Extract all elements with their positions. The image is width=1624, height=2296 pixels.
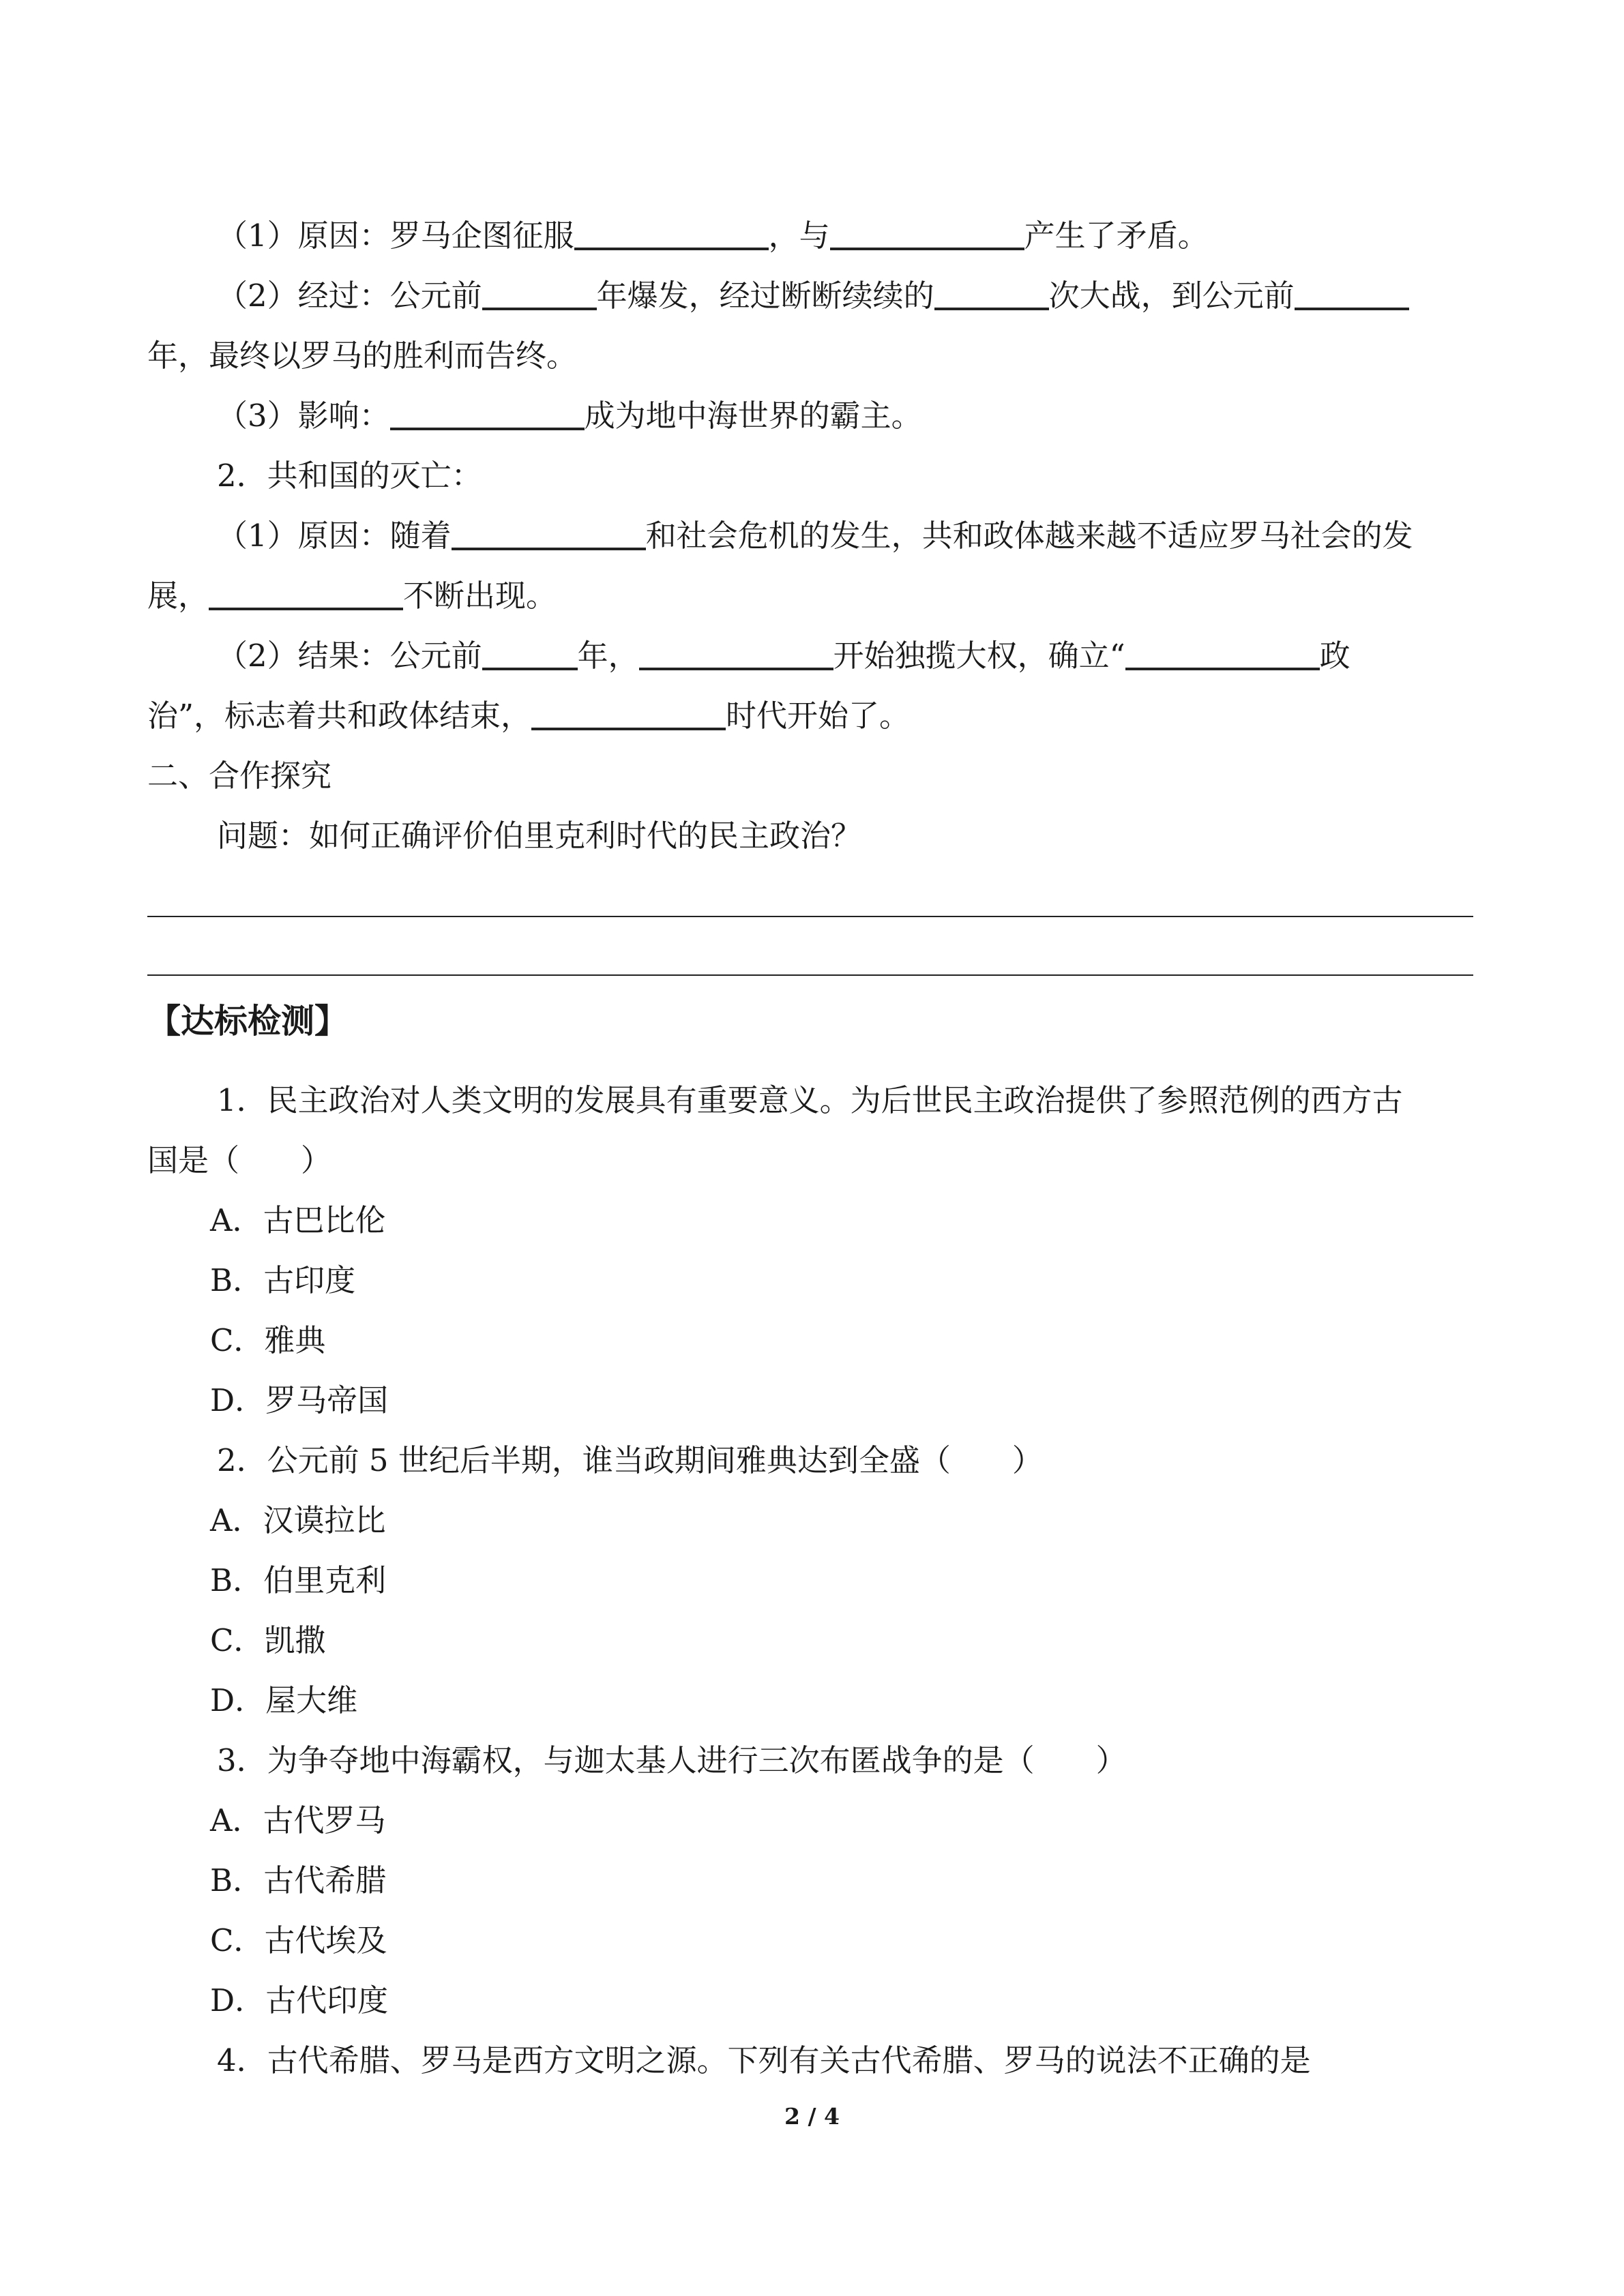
cooperation-heading: 二、合作探究 bbox=[147, 758, 332, 794]
republic-fall-heading: 2．共和国的灭亡： bbox=[217, 458, 482, 494]
q2-option-b[interactable]: B．伯里克利 bbox=[210, 1562, 387, 1598]
answer-line[interactable] bbox=[147, 916, 1473, 917]
blank-field[interactable] bbox=[1295, 280, 1409, 310]
cooperation-question: 问题：如何正确评价伯里克利时代的民主政治？ bbox=[217, 818, 862, 854]
impact-prefix: （3）影响： bbox=[217, 398, 390, 434]
q2-option-c[interactable]: C．凯撒 bbox=[210, 1622, 326, 1658]
question-1-line-1: 1．民主政治对人类文明的发展具有重要意义。为后世民主政治提供了参照范例的西方古 bbox=[217, 1082, 1403, 1118]
blank-field[interactable] bbox=[639, 640, 833, 670]
question-2: 2．公元前 5 世纪后半期，谁当政期间雅典达到全盛（ ） bbox=[217, 1442, 1043, 1478]
q3-option-c[interactable]: C．古代埃及 bbox=[210, 1922, 387, 1958]
fall-result-cont-prefix: 治”，标志着共和政体结束， bbox=[147, 698, 532, 734]
process-prefix: （2）经过：公元前 bbox=[217, 278, 482, 314]
fall-result-prefix: （2）结果：公元前 bbox=[217, 638, 482, 674]
blank-field[interactable] bbox=[482, 640, 578, 670]
q2-option-a[interactable]: A．汉谟拉比 bbox=[210, 1502, 386, 1538]
process-mid1: 年爆发，经过断断续续的 bbox=[596, 278, 934, 314]
fall-result-mid1: 年， bbox=[577, 638, 639, 674]
blank-field[interactable] bbox=[209, 580, 403, 610]
process-mid2: 次大战，到公元前 bbox=[1048, 278, 1295, 314]
page-number: 2 / 4 bbox=[784, 2103, 840, 2130]
q3-option-a[interactable]: A．古代罗马 bbox=[210, 1802, 386, 1838]
impact-line bbox=[217, 397, 922, 435]
answer-line[interactable] bbox=[147, 974, 1473, 976]
question-3: 3．为争夺地中海霸权，与迦太基人进行三次布匿战争的是（ ） bbox=[217, 1742, 1127, 1778]
fall-cause-cont-prefix: 展， bbox=[147, 578, 209, 614]
fall-cause-line bbox=[217, 517, 1413, 555]
fall-result-continuation bbox=[147, 697, 910, 735]
fall-cause-suffix: 和社会危机的发生，共和政体越来越不适应罗马社会的发 bbox=[645, 518, 1413, 554]
q1-option-d[interactable]: D．罗马帝国 bbox=[210, 1382, 389, 1418]
blank-field[interactable] bbox=[1125, 640, 1320, 670]
process-continuation: 年，最终以罗马的胜利而告终。 bbox=[147, 338, 578, 374]
fall-cause-cont-suffix: 不断出现。 bbox=[403, 578, 557, 614]
blank-field[interactable] bbox=[574, 220, 769, 250]
q1-option-b[interactable]: B．古印度 bbox=[210, 1262, 356, 1298]
question-1-line-2: 国是（ ） bbox=[147, 1142, 332, 1178]
blank-field[interactable] bbox=[531, 700, 726, 730]
test-section-heading: 【达标检测】 bbox=[147, 1002, 349, 1041]
fall-result-mid2: 开始独揽大权，确立“ bbox=[833, 638, 1125, 674]
fall-result-cont-suffix: 时代开始了。 bbox=[726, 698, 911, 734]
q3-option-b[interactable]: B．古代希腊 bbox=[210, 1862, 387, 1898]
fall-result-end: 政 bbox=[1319, 638, 1350, 674]
cause-suffix: 产生了矛盾。 bbox=[1024, 218, 1209, 254]
cause-mid: ，与 bbox=[768, 218, 830, 254]
blank-field[interactable] bbox=[390, 400, 585, 430]
impact-suffix: 成为地中海世界的霸主。 bbox=[584, 398, 922, 434]
q1-option-a[interactable]: A．古巴比伦 bbox=[210, 1202, 386, 1238]
question-4: 4．古代希腊、罗马是西方文明之源。下列有关古代希腊、罗马的说法不正确的是 bbox=[217, 2042, 1311, 2078]
q1-option-c[interactable]: C．雅典 bbox=[210, 1322, 326, 1358]
fall-cause-prefix: （1）原因：随着 bbox=[217, 518, 452, 554]
blank-field[interactable] bbox=[934, 280, 1049, 310]
blank-field[interactable] bbox=[452, 520, 646, 550]
fall-cause-continuation bbox=[147, 577, 557, 615]
cause-prefix: （1）原因：罗马企图征服 bbox=[217, 218, 574, 254]
blank-field[interactable] bbox=[830, 220, 1024, 250]
q3-option-d[interactable]: D．古代印度 bbox=[210, 1982, 389, 2018]
process-line bbox=[217, 277, 1409, 315]
q2-option-d[interactable]: D．屋大维 bbox=[210, 1682, 358, 1718]
fall-result-line bbox=[217, 637, 1350, 675]
cause-line bbox=[217, 217, 1209, 255]
blank-field[interactable] bbox=[482, 280, 597, 310]
